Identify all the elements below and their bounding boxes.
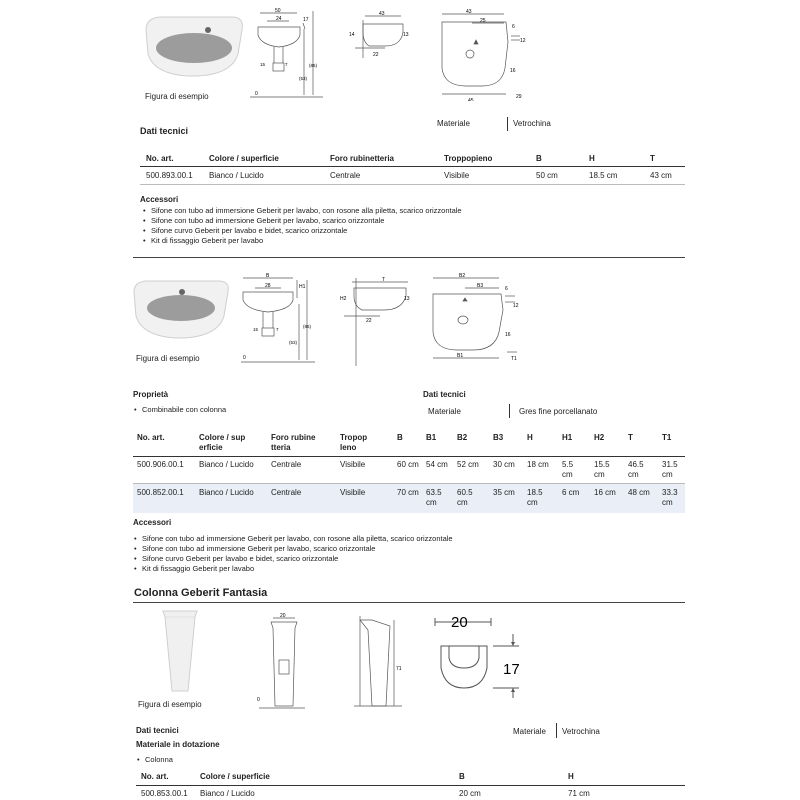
tech-data-title: Dati tecnici: [423, 390, 466, 399]
section-divider: [133, 602, 685, 603]
col-header-art: No. art.: [137, 433, 165, 442]
col-header-colour: Colore / superficie: [200, 772, 270, 781]
material-divider: [509, 404, 510, 418]
cell-b: 60 cm: [397, 460, 419, 469]
cell-b: 50 cm: [536, 171, 558, 180]
accessories-list: [142, 206, 462, 246]
table-row-rule: [133, 483, 685, 484]
dim-b2: B2: [459, 273, 466, 279]
col-header-b: B: [459, 772, 465, 781]
figure-caption: Figura di esempio: [136, 354, 200, 363]
dim-12: 12: [513, 303, 519, 309]
front-view-drawing: [245, 5, 325, 105]
cell-h2: 15.5 cm: [594, 460, 610, 479]
table-header-rule: [140, 166, 685, 167]
list-item: • Sifone curvo Geberit per lavabo e bidet, scarico orizzontale: [133, 554, 453, 564]
cell-b3: 30 cm: [493, 460, 515, 469]
cell-art: 500.852.00.1: [137, 488, 184, 497]
product-photo-column: [155, 607, 205, 699]
cell-h: 18.5 cm: [589, 171, 618, 180]
col-header-b3: B3: [493, 433, 504, 442]
material-label: Materiale: [513, 727, 546, 736]
dim-20b: 20: [451, 614, 468, 631]
dim-7: 7: [285, 62, 288, 67]
col-header-art: No. art.: [146, 154, 174, 163]
list-item: • Colonna: [136, 755, 173, 765]
col-header-tap-hole: Foro rubinetteria: [330, 154, 395, 163]
dim-t6: 6: [512, 24, 515, 30]
dim-85: (85): [303, 324, 312, 329]
dim-13: 13: [404, 296, 410, 302]
material-value: Gres fine porcellanato: [519, 407, 598, 416]
side-view-drawing: [336, 270, 416, 370]
dim-15: 15: [260, 62, 266, 67]
cell-overflow: Visibile: [340, 460, 366, 469]
dim-b: B: [266, 273, 270, 279]
cell-colour: Bianco / Lucido: [199, 488, 254, 497]
section-divider: [133, 257, 685, 258]
col-header-b: B: [397, 433, 403, 442]
dim-50: 50: [275, 8, 281, 14]
col-header-b2: B2: [457, 433, 468, 442]
accessories-title: Accessori: [133, 518, 172, 527]
col-header-overflow: Tropop leno: [340, 433, 368, 452]
cell-tap-hole: Centrale: [271, 460, 302, 469]
col-header-h2: H2: [594, 433, 605, 442]
dim-t29: 29: [516, 94, 522, 100]
dim-b3: B3: [477, 283, 484, 289]
material-divider: [556, 723, 557, 738]
cell-h: 71 cm: [568, 789, 590, 798]
list-item: • Sifone con tubo ad immersione Geberit per lavabo, scarico orizzontale: [133, 544, 453, 554]
material-divider: [507, 117, 508, 131]
cell-b2: 60.5 cm: [457, 488, 473, 507]
cell-t1: 31.5 cm: [662, 460, 678, 479]
list-item: • Kit di fissaggio Geberit per lavabo: [133, 564, 453, 574]
supplied-list: [136, 755, 173, 765]
cell-art: 500.893.00.1: [146, 171, 193, 180]
table-header-rule: [136, 785, 685, 786]
cell-overflow: Visibile: [444, 171, 470, 180]
top-view-drawing: [432, 6, 532, 101]
cell-h1: 5.5 cm: [562, 460, 574, 479]
tech-data-title: Dati tecnici: [136, 726, 179, 735]
cell-t: 46.5 cm: [628, 460, 644, 479]
dim-24: 24: [276, 16, 282, 22]
table-header-rule: [133, 456, 685, 457]
dim-17: 17: [303, 17, 309, 23]
table-row-rule: [140, 184, 685, 185]
properties-title: Proprietà: [133, 390, 169, 399]
dim-0: 0: [255, 91, 258, 97]
tech-data-title: Dati tecnici: [140, 126, 189, 136]
figure-caption: Figura di esempio: [138, 700, 202, 709]
properties-list: [133, 405, 226, 415]
side-view-drawing: [352, 610, 407, 710]
product-photo-washbasin: [138, 8, 250, 86]
side-view-drawing: [345, 8, 410, 68]
dim-85: (85): [309, 63, 318, 68]
cell-b: 70 cm: [397, 488, 419, 497]
col-header-b1: B1: [426, 433, 437, 442]
cell-t: 48 cm: [628, 488, 650, 497]
dim-15: 15: [253, 327, 259, 332]
cell-tap-hole: Centrale: [330, 171, 361, 180]
front-view-drawing: [253, 610, 308, 712]
cell-b2: 52 cm: [457, 460, 479, 469]
list-item: • Sifone con tubo ad immersione Geberit per lavabo, con rosone alla piletta, scarico orizzontale: [133, 534, 453, 544]
figure-caption: Figura di esempio: [145, 92, 209, 101]
dim-0: 0: [257, 697, 260, 703]
dim-53: (53): [289, 340, 298, 345]
list-item: • Sifone con tubo ad immersione Geberit per lavabo, scarico orizzontale: [142, 216, 462, 226]
cell-art: 500.906.00.1: [137, 460, 184, 469]
dim-t12: 12: [520, 38, 526, 44]
cell-b3: 35 cm: [493, 488, 515, 497]
dim-t45: 45: [468, 98, 474, 101]
dim-b1: B1: [457, 353, 464, 359]
dim-71: 71: [396, 666, 402, 672]
dim-43: 43: [379, 11, 385, 17]
material-value: Vetrochina: [513, 119, 551, 128]
dim-28: 28: [265, 283, 271, 289]
cell-tap-hole: Centrale: [271, 488, 302, 497]
col-header-h: H: [568, 772, 574, 781]
cell-t1: 33.3 cm: [662, 488, 678, 507]
col-header-t1: T1: [662, 433, 672, 442]
cell-colour: Bianco / Lucido: [199, 460, 254, 469]
accessories-list: [133, 534, 453, 574]
col-header-colour: Colore / superficie: [209, 154, 279, 163]
col-header-h: H: [589, 154, 595, 163]
material-value: Vetrochina: [562, 727, 600, 736]
dim-6: 6: [505, 286, 508, 292]
dim-16: 16: [505, 332, 511, 338]
top-view-drawing: [427, 610, 532, 700]
dim-h2: H2: [340, 296, 347, 302]
dim-t43: 43: [466, 9, 472, 15]
col-header-art: No. art.: [141, 772, 169, 781]
dim-t25: 25: [480, 18, 486, 24]
dim-t: T: [382, 277, 386, 283]
cell-h2: 16 cm: [594, 488, 616, 497]
list-item: • Sifone curvo Geberit per lavabo e bidet, scarico orizzontale: [142, 226, 462, 236]
dim-20a: 20: [280, 613, 286, 619]
cell-overflow: Visibile: [340, 488, 366, 497]
cell-b1: 54 cm: [426, 460, 448, 469]
cell-t: 43 cm: [650, 171, 672, 180]
col-header-t: T: [628, 433, 633, 442]
dim-22: 22: [373, 52, 379, 58]
dim-7: 7: [276, 327, 279, 332]
dim-22: 22: [366, 318, 372, 324]
dim-t16: 16: [510, 68, 516, 74]
top-view-drawing: [425, 270, 530, 362]
cell-b1: 63.5 cm: [426, 488, 442, 507]
cell-colour: Bianco / Lucido: [209, 171, 264, 180]
supplied-material-title: Materiale in dotazione: [136, 740, 220, 749]
front-view-drawing: [235, 268, 320, 368]
dim-13: 13: [403, 32, 409, 38]
dim-h1: H1: [299, 284, 306, 290]
list-item: • Combinabile con colonna: [133, 405, 226, 415]
col-header-overflow: Troppopieno: [444, 154, 493, 163]
dim-t1: T1: [511, 356, 517, 362]
cell-colour: Bianco / Lucido: [200, 789, 255, 798]
list-item: • Sifone con tubo ad immersione Geberit per lavabo, con rosone alla piletta, scarico orizzontale: [142, 206, 462, 216]
cell-h: 18 cm: [527, 460, 549, 469]
product-photo-washbasin: [128, 272, 236, 348]
col-header-tap-hole: Foro rubine tteria: [271, 433, 316, 452]
section-title: Colonna Geberit Fantasia: [134, 587, 268, 599]
material-label: Materiale: [437, 119, 470, 128]
accessories-title: Accessori: [140, 195, 179, 204]
col-header-h: H: [527, 433, 533, 442]
dim-0: 0: [243, 355, 246, 361]
dim-53: (53): [299, 76, 308, 81]
cell-art: 500.853.00.1: [141, 789, 188, 798]
cell-h1: 6 cm: [562, 488, 580, 497]
col-header-t: T: [650, 154, 655, 163]
dim-14: 14: [349, 32, 355, 38]
material-label: Materiale: [428, 407, 461, 416]
list-item: • Kit di fissaggio Geberit per lavabo: [142, 236, 462, 246]
col-header-b: B: [536, 154, 542, 163]
cell-b: 20 cm: [459, 789, 481, 798]
col-header-colour: Colore / sup erficie: [199, 433, 246, 452]
cell-h: 18.5 cm: [527, 488, 543, 507]
dim-17: 17: [503, 661, 520, 678]
col-header-h1: H1: [562, 433, 573, 442]
